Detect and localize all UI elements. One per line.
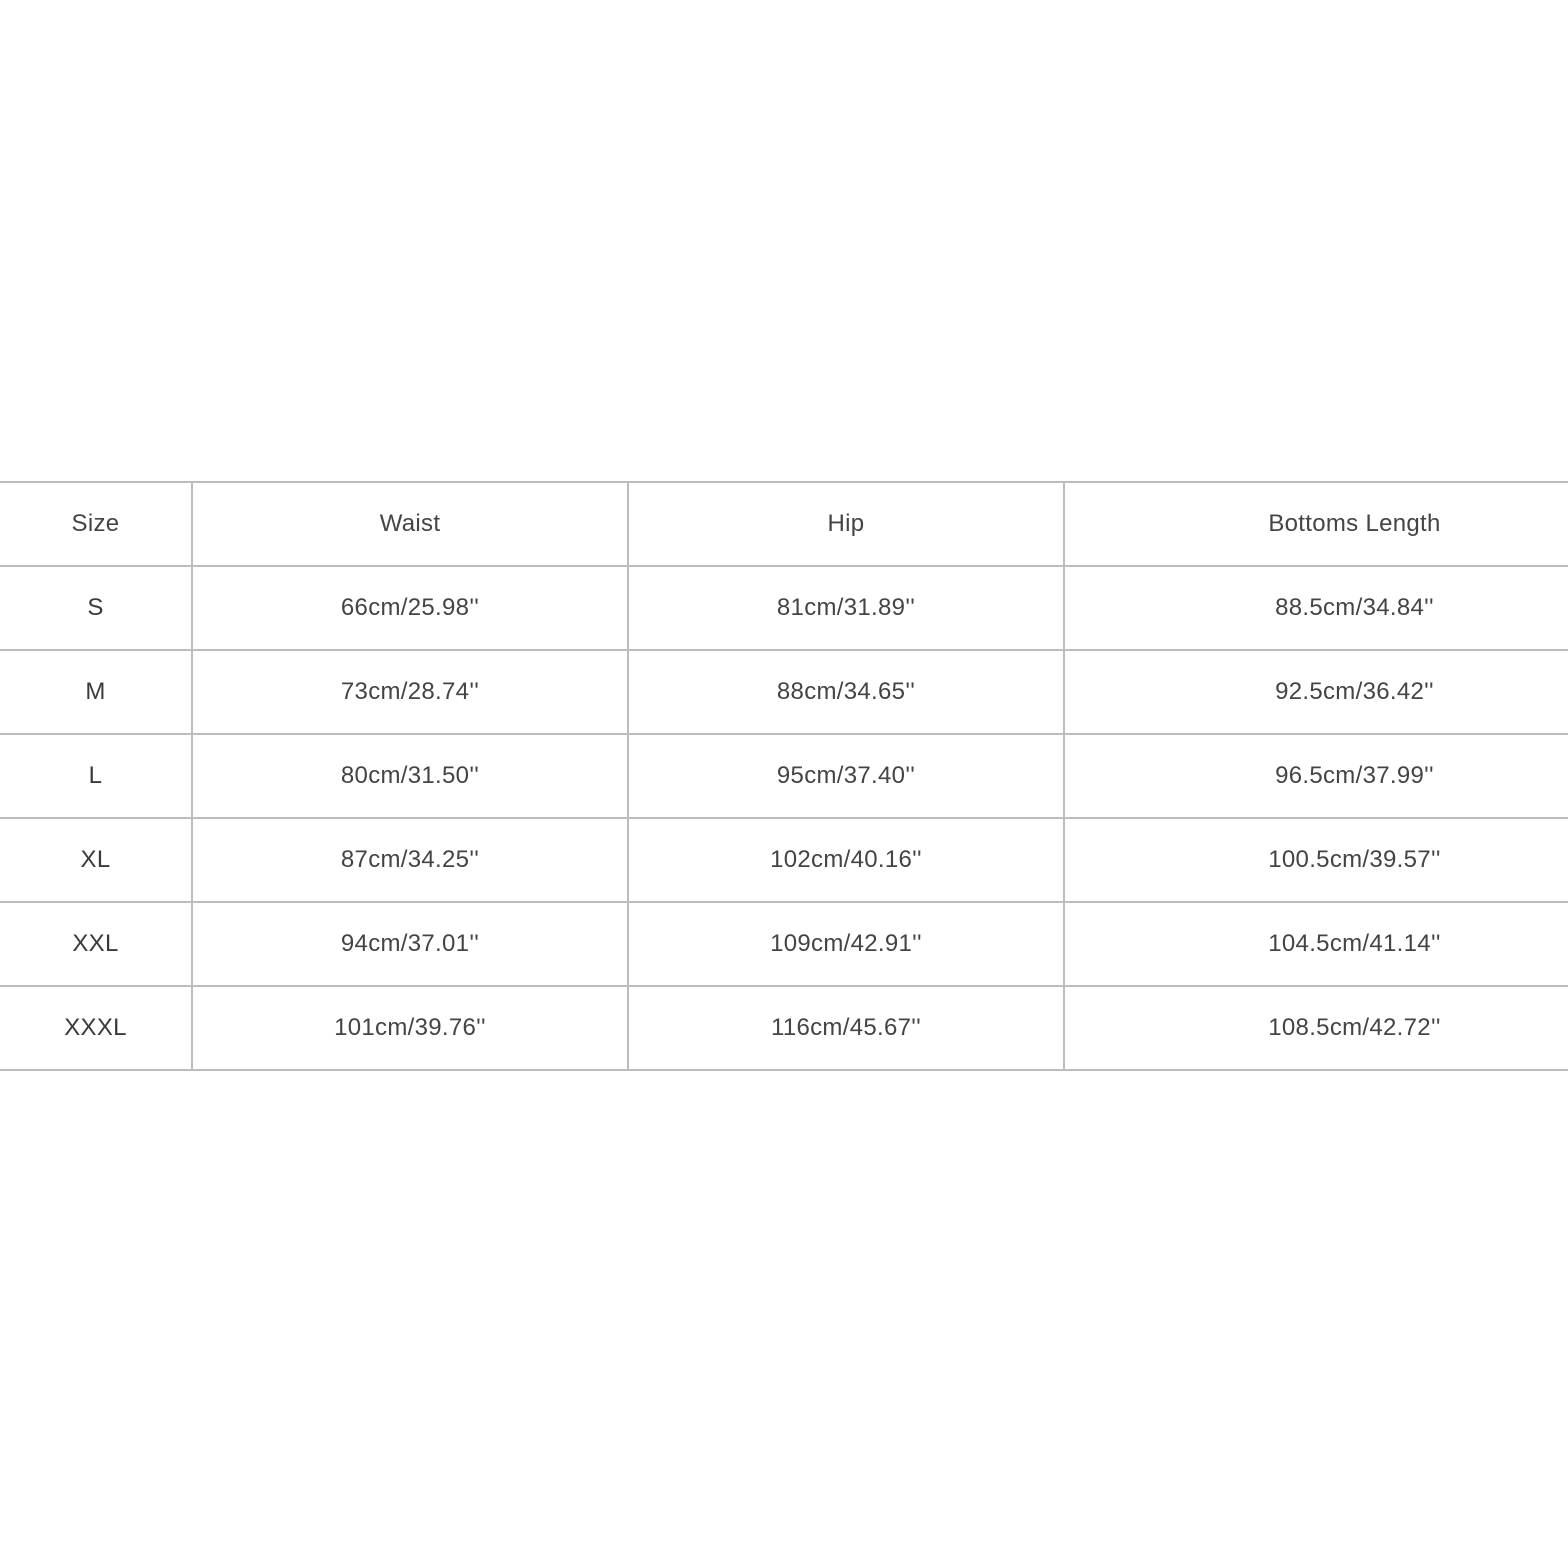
cell-bottoms-length-text: 92.5cm/36.42'' xyxy=(1275,678,1434,705)
cell-waist: 73cm/28.74'' xyxy=(192,650,628,734)
table-row xyxy=(0,566,1568,650)
size-chart-table xyxy=(0,481,1568,1071)
cell-bottoms-length xyxy=(1064,650,1568,734)
header-size: Size xyxy=(0,482,192,566)
cell-hip: 81cm/31.89'' xyxy=(628,566,1064,650)
header-waist: Waist xyxy=(192,482,628,566)
cell-waist: 87cm/34.25'' xyxy=(192,818,628,902)
table-row xyxy=(0,902,1568,986)
cell-size: XXXL xyxy=(64,1014,127,1041)
cell-size: S xyxy=(0,566,192,650)
cell-bottoms-length-text: 104.5cm/41.14'' xyxy=(1268,930,1441,957)
cell-size: XL xyxy=(0,818,192,902)
table-row xyxy=(0,734,1568,818)
table-row xyxy=(0,986,1568,1070)
cell-waist: 101cm/39.76'' xyxy=(192,986,628,1070)
cell-size: M xyxy=(0,650,192,734)
cell-bottoms-length xyxy=(1064,818,1568,902)
cell-hip: 116cm/45.67'' xyxy=(628,986,1064,1070)
cell-hip: 102cm/40.16'' xyxy=(628,818,1064,902)
cell-bottoms-length xyxy=(1064,734,1568,818)
header-hip: Hip xyxy=(628,482,1064,566)
cell-bottoms-length xyxy=(1064,986,1568,1070)
cell-bottoms-length xyxy=(1064,902,1568,986)
cell-size: XXL xyxy=(0,902,192,986)
cell-waist: 94cm/37.01'' xyxy=(192,902,628,986)
cell-bottoms-length xyxy=(1064,566,1568,650)
cell-bottoms-length-text: 100.5cm/39.57'' xyxy=(1268,846,1441,873)
header-row xyxy=(0,482,1568,566)
cell-size: L xyxy=(0,734,192,818)
header-bottoms-length xyxy=(1064,482,1568,566)
cell-bottoms-length-text: 96.5cm/37.99'' xyxy=(1275,762,1434,789)
header-bottoms-length-text: Bottoms Length xyxy=(1268,510,1441,537)
table-row xyxy=(0,650,1568,734)
cell-bottoms-length-text: 108.5cm/42.72'' xyxy=(1268,1014,1441,1041)
table-row xyxy=(0,818,1568,902)
cell-waist: 66cm/25.98'' xyxy=(192,566,628,650)
cell-bottoms-length-text: 88.5cm/34.84'' xyxy=(1275,594,1434,621)
cell-hip: 95cm/37.40'' xyxy=(628,734,1064,818)
cell-waist: 80cm/31.50'' xyxy=(192,734,628,818)
cell-hip: 109cm/42.91'' xyxy=(628,902,1064,986)
cell-hip: 88cm/34.65'' xyxy=(628,650,1064,734)
